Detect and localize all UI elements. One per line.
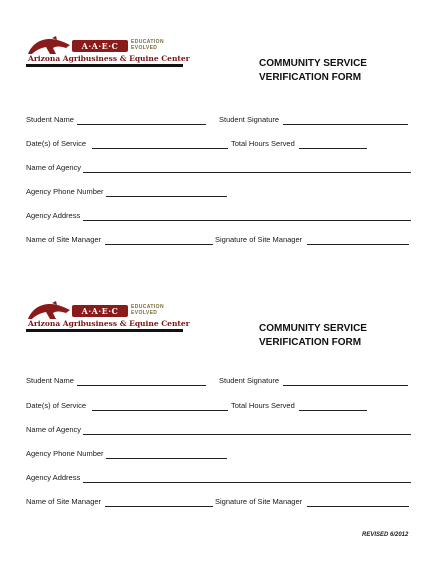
row-phone <box>26 448 416 460</box>
site-manager-signature-label: Signature of Site Manager <box>215 497 303 506</box>
agency-address-field[interactable] <box>83 220 411 221</box>
form-title <box>259 57 367 85</box>
total-hours-label: Total Hours Served <box>231 401 295 410</box>
revision-note: REVISED 6/2012 <box>362 532 409 538</box>
student-signature-field[interactable] <box>283 124 408 125</box>
tagline-evolved: EVOLVED <box>131 45 158 51</box>
agency-phone-label: Agency Phone Number <box>26 449 104 458</box>
site-manager-field[interactable] <box>105 506 213 507</box>
agency-address-label: Agency Address <box>26 473 81 482</box>
row-student <box>26 114 416 126</box>
logo-tagline <box>131 39 164 51</box>
student-signature-label: Student Signature <box>219 376 280 385</box>
name-of-agency-field[interactable] <box>83 172 411 173</box>
row-manager <box>26 496 416 508</box>
tagline-evolved: EVOLVED <box>131 310 158 316</box>
student-signature-field[interactable] <box>283 385 408 386</box>
dates-of-service-field[interactable] <box>92 148 228 149</box>
agency-phone-field[interactable] <box>106 196 227 197</box>
name-of-agency-label: Name of Agency <box>26 163 82 172</box>
aaec-logo <box>26 36 190 68</box>
site-manager-field[interactable] <box>105 244 213 245</box>
logo-underline <box>26 329 183 332</box>
horse-head-icon <box>26 36 74 56</box>
tagline-education: EDUCATION <box>131 39 164 45</box>
agency-address-label: Agency Address <box>26 211 81 220</box>
row-dates <box>26 138 416 150</box>
title-line-2: VERIFICATION FORM <box>259 337 362 348</box>
dates-of-service-field[interactable] <box>92 410 228 411</box>
aaec-badge: A·A·E·C <box>72 40 128 52</box>
site-manager-signature-field[interactable] <box>307 506 409 507</box>
aaec-badge: A·A·E·C <box>72 305 128 317</box>
site-manager-signature-field[interactable] <box>307 244 409 245</box>
dates-of-service-label: Date(s) of Service <box>26 401 87 410</box>
name-of-agency-field[interactable] <box>83 434 411 435</box>
site-manager-label: Name of Site Manager <box>26 497 102 506</box>
row-address <box>26 210 416 222</box>
agency-phone-label: Agency Phone Number <box>26 187 104 196</box>
horse-head-icon <box>26 301 74 321</box>
title-line-1: COMMUNITY SERVICE <box>259 58 367 69</box>
row-phone <box>26 186 416 198</box>
dates-of-service-label: Date(s) of Service <box>26 139 87 148</box>
student-name-field[interactable] <box>77 385 206 386</box>
title-line-1: COMMUNITY SERVICE <box>259 323 367 334</box>
student-signature-label: Student Signature <box>219 115 280 124</box>
agency-phone-field[interactable] <box>106 458 227 459</box>
agency-address-field[interactable] <box>83 482 411 483</box>
aaec-logo <box>26 301 190 333</box>
title-line-2: VERIFICATION FORM <box>259 72 362 83</box>
name-of-agency-label: Name of Agency <box>26 425 82 434</box>
student-name-field[interactable] <box>77 124 206 125</box>
org-name: Arizona Agribusiness & Equine Center <box>28 319 190 328</box>
total-hours-field[interactable] <box>299 410 367 411</box>
row-agency <box>26 162 416 174</box>
row-manager <box>26 234 416 246</box>
row-dates <box>26 400 416 412</box>
total-hours-label: Total Hours Served <box>231 139 295 148</box>
verification-form-1 <box>0 30 440 310</box>
logo-tagline <box>131 304 164 316</box>
tagline-education: EDUCATION <box>131 304 164 310</box>
total-hours-field[interactable] <box>299 148 367 149</box>
row-agency <box>26 424 416 436</box>
student-name-label: Student Name <box>26 376 74 385</box>
site-manager-label: Name of Site Manager <box>26 235 102 244</box>
org-name: Arizona Agribusiness & Equine Center <box>28 54 190 63</box>
form-title <box>259 322 367 350</box>
row-student <box>26 375 416 387</box>
site-manager-signature-label: Signature of Site Manager <box>215 235 303 244</box>
logo-underline <box>26 64 183 67</box>
student-name-label: Student Name <box>26 115 74 124</box>
row-address <box>26 472 416 484</box>
